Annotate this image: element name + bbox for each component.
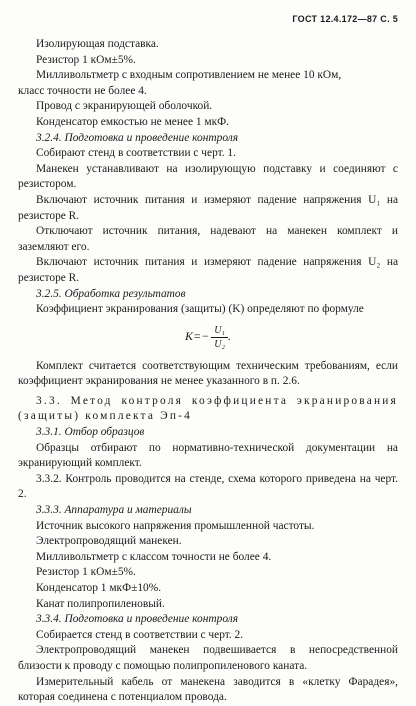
text-line: Канат полипропиленовый. <box>36 597 165 610</box>
document-body <box>18 37 398 706</box>
section-heading: 3.2.5. Обработка результатов <box>36 287 186 300</box>
section-heading: 3.3.1. Отбор образцов <box>36 426 145 439</box>
formula-lhs: K= <box>185 329 202 344</box>
text-line: Милливольтметр с классом точности не более 4. <box>36 550 272 563</box>
text-line: Электропроводящий манекен. <box>36 535 182 548</box>
formula-fraction <box>211 324 228 351</box>
paragraph: Комплект считается соответствующим техническим требованиям, если коэффициент экранирования не менее указанного в п. 2.6. <box>18 359 398 388</box>
formula-minus: − <box>201 329 210 344</box>
text-line: Источник высокого напряжения промышленной частоты. <box>36 519 315 532</box>
paragraph: Включают источник питания и измеряют падение напряжения U₁ на резисторе R. <box>18 193 398 222</box>
section-heading: 3.2.4. Подготовка и проведение контроля <box>36 131 238 144</box>
section-heading-method: 3.3. Метод контроля коэффициента экранирования (защиты) комплекта Эп-4 <box>18 394 398 423</box>
text-line: Конденсатор 1 мкФ±10%. <box>36 582 162 594</box>
page-header: ГОСТ 12.4.172—87 С. 5 <box>292 14 398 24</box>
paragraph: Коэффициент экранирования (защиты) (K) определяют по формуле <box>36 303 364 316</box>
paragraph: Образцы отбирают по нормативно-технической документации на экранирующий комплект. <box>18 441 398 470</box>
text-line: Резистор 1 кОм±5%. <box>36 566 136 579</box>
text-line: Резистор 1 кОм±5%. <box>36 53 136 66</box>
section-heading: 3.3.3. Аппаратура и материалы <box>36 504 192 517</box>
formula-tail: . <box>227 329 231 344</box>
section-heading: 3.3.4. Подготовка и проведение контроля <box>36 613 238 626</box>
text-line: Милливольтметр с входным сопротивлением не менее 10 кОм, <box>36 69 342 82</box>
paragraph: Включают источник питания и измеряют падение напряжения U₂ на резисторе R. <box>18 256 398 284</box>
formula <box>18 324 398 351</box>
paragraph: Электропроводящий манекен подвешивается в непосредственной близости к проводу с помощью полипропиленового каната. <box>18 644 398 672</box>
text-line: Собирают стенд в соответствии с черт. 1. <box>36 147 236 160</box>
formula-numerator: U₁ <box>211 324 228 338</box>
text-line: Конденсатор емкостью не менее 1 мкФ. <box>36 115 230 128</box>
text-line: класс точности не более 4. <box>18 84 147 97</box>
text-line: Изолирующая подставка. <box>36 38 159 50</box>
paragraph: 3.3.2. Контроль проводится на стенде, схема которого приведена на черт. 2. <box>18 472 398 501</box>
text-line: Собирается стенд в соответствии с черт. 2. <box>36 628 244 641</box>
paragraph: Манекен устанавливают на изолирующую подставку и соединяют с резистором. <box>18 162 398 191</box>
paragraph: Измерительный кабель от манекена заводится в «клетку Фарадея», которая соединена с потенциалом провода. <box>18 675 398 704</box>
formula-denominator: U₂ <box>214 338 225 350</box>
text-line: Провод с экранирующей оболочкой. <box>36 100 213 113</box>
paragraph: Отключают источник питания, надевают на манекен комплект и заземляют его. <box>18 225 398 253</box>
